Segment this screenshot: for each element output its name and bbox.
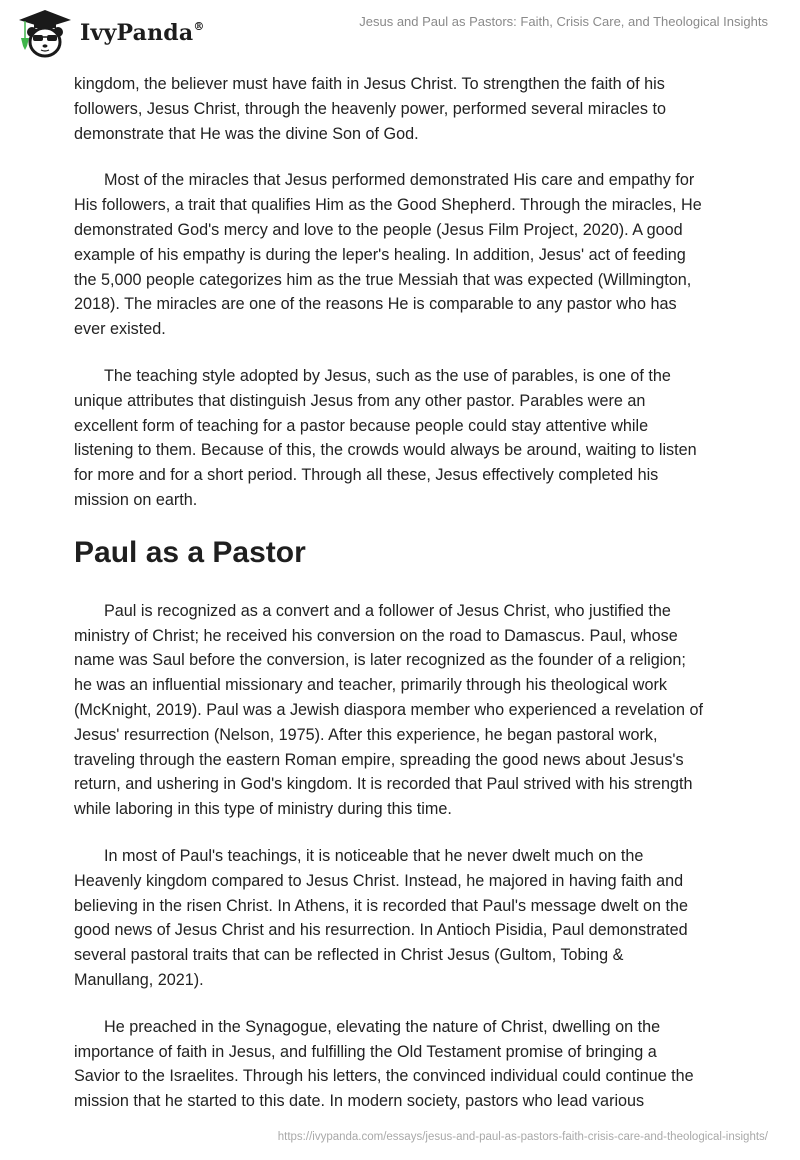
text-line: importance of faith in Jesus, and fulfilling the Old Testament promise of bringing a — [74, 1042, 657, 1061]
text-line: followers, Jesus Christ, through the heavenly power, performed several miracles to — [74, 99, 667, 118]
text-line: Jesus' resurrection (Nelson, 1975). After this experience, he began pastoral work, — [74, 725, 658, 744]
text-line: The teaching style adopted by Jesus, such as the use of parables, is one of the — [104, 366, 671, 385]
text-line: good news of Jesus Christ and his resurrection. In Antioch Pisidia, Paul demonstrated — [74, 921, 688, 940]
text-line: excellent form of teaching for a pastor because people could stay attentive while — [74, 416, 649, 435]
text-line: (McKnight, 2019). Paul was a Jewish diaspora member who experienced a revelation of — [74, 700, 703, 719]
paragraph — [74, 599, 734, 822]
text-line: He preached in the Synagogue, elevating the nature of Christ, dwelling on the — [104, 1017, 661, 1036]
text-line: listening to them. Because of this, the crowds would always be around, waiting to listen — [74, 441, 697, 460]
text-line: ever existed. — [74, 320, 166, 339]
text-line: His followers, a trait that qualifies Him as the Good Shepherd. Through the miracles, He — [74, 196, 702, 215]
text-line: kingdom, the believer must have faith in Jesus Christ. To strengthen the faith of his — [74, 75, 665, 93]
text-line: return, and ushering in God's kingdom. It is recorded that Paul strived with his strength — [74, 775, 693, 794]
text-line: Manullang, 2021). — [74, 970, 204, 989]
text-line: the 5,000 people categorizes him as the true Messiah that was expected (Willmington, — [74, 270, 692, 289]
section-heading: Paul as a Pastor — [74, 535, 306, 569]
document-title: Jesus and Paul as Pastors: Faith, Crisis Care, and Theological Insights — [359, 14, 768, 29]
text-line: mission that he started to this date. In modern society, pastors who lead various — [74, 1092, 645, 1111]
source-url[interactable]: https://ivypanda.com/essays/jesus-and-paul-as-pastors-faith-crisis-care-and-theological-insights/ — [277, 1131, 768, 1143]
text-line: traveling through the eastern Roman empire, spreading the good news about Jesus's — [74, 750, 684, 769]
text-line: he was an influential missionary and teacher, primarily through his theological work — [74, 676, 667, 695]
text-line: for more and for a short period. Through all these, Jesus effectively completed his — [74, 466, 659, 485]
text-line: unique attributes that distinguish Jesus from any other pastor. Parables were an — [74, 391, 646, 410]
text-line: believing in the risen Christ. In Athens, it is recorded that Paul's message dwelt on the — [74, 896, 689, 915]
text-line: 2018). The miracles are one of the reasons He is comparable to any pastor who has — [74, 295, 677, 314]
text-line: In most of Paul's teachings, it is noticeable that he never dwelt much on the — [104, 846, 644, 865]
text-line: name was Saul before the conversion, is later recognized as the founder of a religion; — [74, 651, 686, 670]
text-line: demonstrated God's mercy and love to the people (Jesus Film Project, 2020). A good — [74, 220, 683, 239]
text-line: several pastoral traits that can be reflected in Christ Jesus (Gultom, Tobing & — [74, 946, 624, 965]
text-line: while laboring in this type of ministry during this time. — [74, 800, 452, 819]
page-header — [0, 0, 800, 66]
text-line: Most of the miracles that Jesus performed demonstrated His care and empathy for — [104, 171, 695, 190]
text-line: Paul is recognized as a convert and a follower of Jesus Christ, who justified the — [104, 601, 671, 620]
text-line: ministry of Christ; he received his conversion on the road to Damascus. Paul, whose — [74, 626, 678, 645]
panda-graduate-icon — [16, 8, 74, 58]
essay-content — [74, 72, 734, 1136]
logo-wordmark: IvyPanda® — [80, 19, 205, 46]
text-line: Savior to the Israelites. Through his letters, the convinced individual could continue the — [74, 1067, 694, 1086]
paragraph — [74, 364, 734, 513]
text-line: mission on earth. — [74, 490, 198, 509]
paragraph — [74, 72, 734, 146]
text-line: demonstrate that He was the divine Son of God. — [74, 124, 419, 143]
paragraph — [74, 1015, 734, 1114]
text-line: Heavenly kingdom compared to Jesus Christ. Instead, he majored in having faith and — [74, 871, 684, 890]
paragraph — [74, 844, 734, 993]
paragraph — [74, 168, 734, 342]
ivypanda-logo[interactable] — [16, 8, 205, 58]
text-line: example of his empathy is during the leper's healing. In addition, Jesus' act of feeding — [74, 245, 686, 264]
